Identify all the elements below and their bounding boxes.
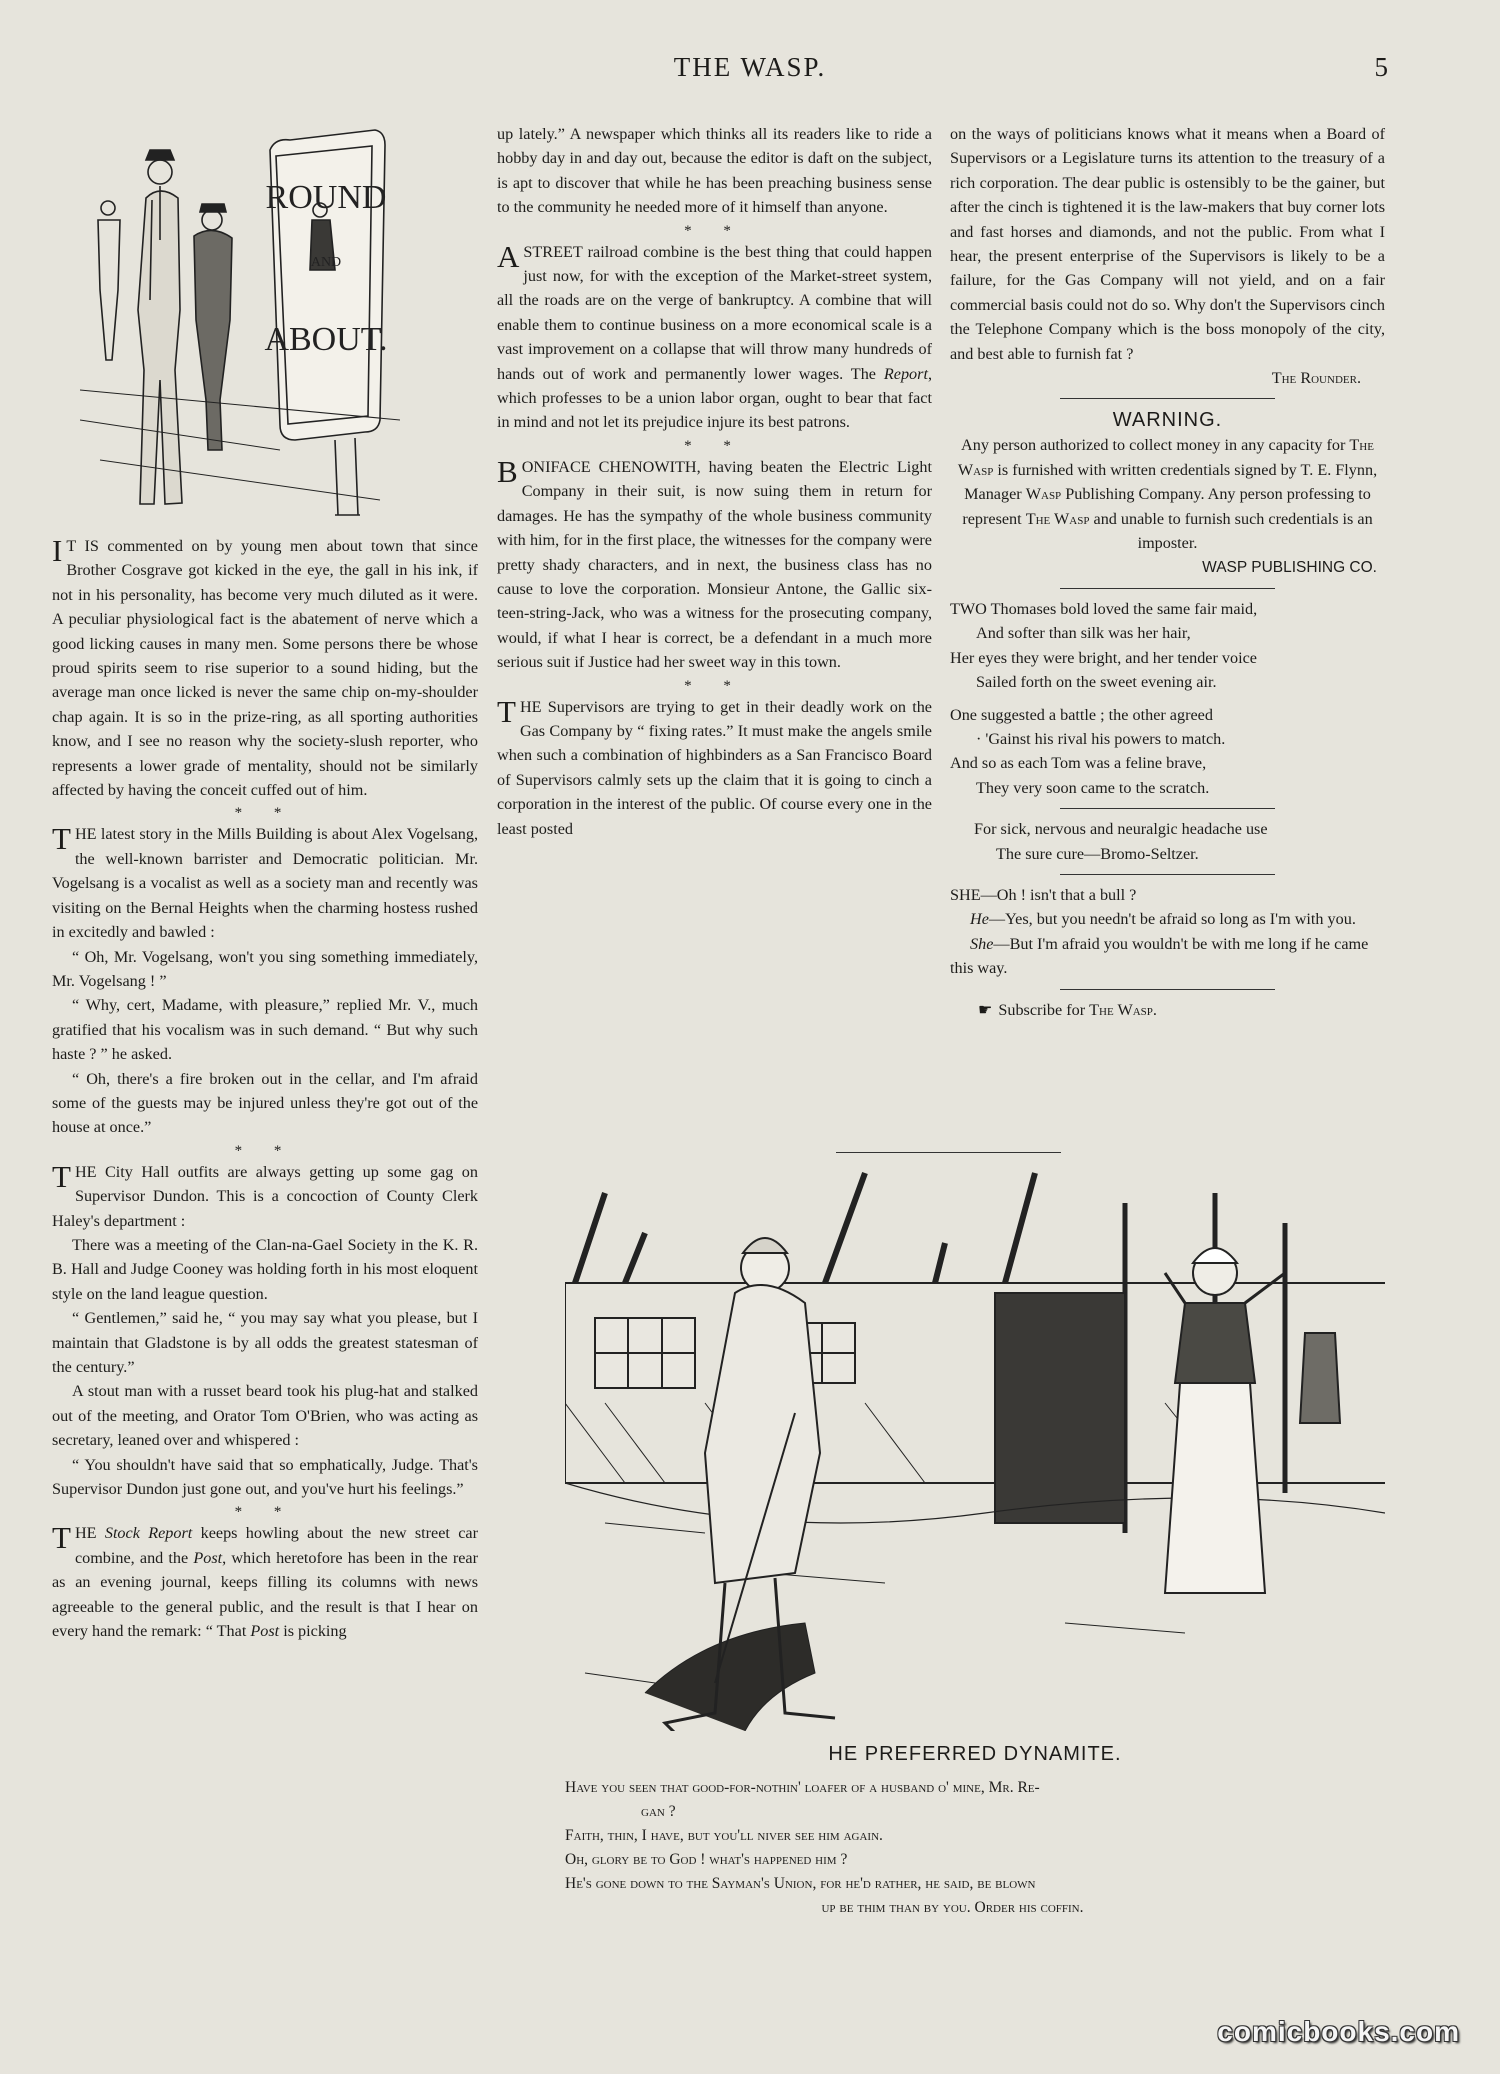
signature: The Rounder.	[1271, 369, 1361, 388]
column-1	[52, 534, 478, 1643]
page-number: 5	[1374, 52, 1388, 82]
section-stars: * *	[684, 677, 745, 694]
caption-line: gan ?	[641, 1803, 676, 1820]
caption-line: Have you seen that good-for-nothin' loafer of a husband o' mine, Mr. Re-	[565, 1779, 1040, 1796]
cartoon-caption	[565, 1776, 1340, 1920]
verse-line: One suggested a battle ; the other agreed	[950, 705, 1213, 724]
verse-line: And so as each Tom was a feline brave,	[950, 754, 1207, 773]
paragraph: A stout man with a russet beard took his plug-hat and stalked out of the meeting, and Orator Tom O'Brien, who was acting as secretary, leaned over and whispered :	[52, 1382, 478, 1450]
column-2	[497, 122, 932, 841]
paragraph: There was a meeting of the Clan-na-Gael Society in the K. R. B. Hall and Judge Cooney was holding forth in his most eloquent style on the land league question.	[52, 1235, 478, 1303]
drop-cap: I	[52, 533, 63, 568]
paragraph: “ Gentlemen,” said he, “ you may say what you please, but I maintain that Gladstone is by all odds the greatest statesman of the century.”	[52, 1309, 478, 1376]
paragraph: up lately.” A newspaper which thinks all its readers like to ride a hobby day in and day out, because the editor is daft on the subject, is apt to discover that while he has been preaching business sense to the community he needed more of it himself than anyone.	[497, 125, 932, 217]
paragraph: “ Oh, Mr. Vogelsang, won't you sing something immediately, Mr. Vogelsang ! ”	[52, 947, 478, 990]
article-vogelsang: THE latest story in the Mills Building is about Alex Vogelsang, the well-known barrister and Democratic politician. Mr. Vogelsang is a vocalist as well as a society man and recently was visiting on the Bernal Heights when the charming hostess rushed in excitedly and bawled :	[52, 821, 478, 942]
sign-round-text: ROUND	[265, 179, 387, 216]
drop-cap: T	[52, 821, 71, 857]
verse-line: They very soon came to the scratch.	[976, 778, 1210, 797]
verse-two-thomases	[950, 597, 1385, 800]
caption-line: He's gone down to the Sayman's Union, for he'd rather, he said, be blown	[565, 1875, 1036, 1892]
bromo-seltzer-ad: For sick, nervous and neuralgic headache use The sure cure—Bromo-Seltzer.	[974, 820, 1268, 863]
section-stars: * *	[684, 222, 745, 239]
paragraph: “ Oh, there's a fire broken out in the cellar, and I'm afraid some of the guests may be injured unless they're got out of the house at once.”	[52, 1069, 478, 1137]
cartoon-illustration	[565, 1153, 1385, 1731]
divider	[1060, 588, 1275, 589]
verse-line: And softer than silk was her hair,	[976, 624, 1191, 643]
section-stars: * *	[234, 1142, 296, 1159]
divider	[1060, 398, 1275, 399]
verse-line: Her eyes they were bright, and her tender voice	[950, 648, 1257, 667]
pointing-hand-icon: ☛	[978, 1001, 993, 1019]
section-stars: * *	[234, 1504, 296, 1521]
paragraph: “ Why, cert, Madame, with pleasure,” replied Mr. V., much gratified that his vocalism was in such demand. “ But why such haste ? ” he asked.	[52, 996, 478, 1064]
drop-cap: B	[497, 453, 518, 489]
watermark: comicbooks.com	[1217, 2016, 1460, 2047]
section-stars: * *	[234, 805, 296, 822]
caption-line: Faith, thin, I have, but you'll niver see him again.	[565, 1827, 883, 1844]
verse-line: Sailed forth on the sweet evening air.	[976, 673, 1217, 692]
drop-cap: T	[52, 1520, 71, 1556]
publisher-name: WASP PUBLISHING CO.	[1202, 558, 1377, 576]
section-stars: * *	[684, 437, 745, 454]
divider	[1060, 874, 1275, 875]
paragraph: “ You shouldn't have said that so emphatically, Judge. That's Supervisor Dundon just gone out, and you've hurt his feelings.”	[52, 1455, 478, 1499]
sign-about-text: ABOUT.	[264, 321, 388, 358]
warning-notice: Any person authorized to collect money in any capacity for The Wasp is furnished with written credentials signed by T. E. Flynn, Manager Wasp Publishing Company. Any person professing to represent The Wasp and unable to furnish such credentials is an imposter.	[957, 436, 1378, 553]
sign-and-text: AND	[310, 255, 342, 270]
verse-line: TWO Thomases bold loved the same fair maid,	[950, 599, 1258, 618]
verse-line: · 'Gainst his rival his powers to match.	[976, 729, 1226, 748]
cartoon-title: HE PREFERRED DYNAMITE.	[828, 1743, 1122, 1765]
caption-line: up be thim than by you. Order his coffin.	[821, 1899, 1084, 1916]
divider	[1060, 989, 1275, 990]
drop-cap: A	[497, 238, 520, 274]
divider	[1060, 808, 1275, 809]
drop-cap: T	[52, 1158, 71, 1194]
drop-cap: T	[497, 693, 516, 729]
warning-title: WARNING.	[1112, 409, 1223, 432]
article-supervisors: THE Supervisors are trying to get in their deadly work on the Gas Company by “ fixing rates.” It must make the angels smile when such a combination of highbinders as a San Francisco Board of Supervisors calmly sets up the claim that it is going to cinch a corporation in the interest of the public. Of course every one in the least posted	[497, 693, 932, 838]
article-chenowith: BONIFACE CHENOWITH, having beaten the Electric Light Company in their suit, is now suing them in return for damages. He has the sympathy of the whole business community with him, for in the first place, the witnesses for the company were pretty shady characters, and in next, the business class has no cause to love the corporation. Monsieur Antone, the Gallic six-teen-string-Jack, who was a witness for the prosecuting company, would, if what I hear is correct, be a defendant in a much more serious suit if Justice had her sweet way in this town.	[497, 453, 932, 672]
column-3	[950, 122, 1385, 1023]
article-cosgrave: I T IS commented on by young men about town that since Brother Cosgrave got kicked in the eye, the gall in his ink, if not in his personality, has become very much diluted as it were. A peculiar physiological fact is the abatement of nerve which a good licking causes in many men. Some persons there be whose proud spirits seem to rise superior to a sound hiding, but the average man once licked is never the same chip on-my-shoulder chap again. It is so in the prize-ring, as all sporting authorities know, and I see no reason why the society-slush reporter, who represents a lower grade of mentality, should not be similarly affected by having the conceit cuffed out of him.	[52, 533, 478, 800]
round-and-about-illustration	[80, 120, 400, 525]
masthead-title: THE WASP.	[673, 52, 827, 82]
paragraph: on the ways of politicians knows what it means when a Board of Supervisors or a Legislature turns its attention to the treasury of a rich corporation. The dear public is ostensibly to be the gainer, but after the cinch is tightened it is the law-makers that buy corner lots and fast horses and diamonds, and not the public. From what I hear, the present enterprise of the Supervisors is likely to be a failure, for the Gas Company will not yield, and on a fair commercial basis could not do so. Why don't the Supervisors cinch the Telephone Company which is the boss monopoly of the city, and best able to furnish fat ?	[950, 125, 1385, 363]
subscribe-notice: ☛ Subscribe for The Wasp.	[978, 1000, 1157, 1019]
article-dundon: THE City Hall outfits are always getting up some gag on Supervisor Dundon. This is a concoction of County Clerk Haley's department :	[52, 1158, 478, 1230]
caption-line: Oh, glory be to God ! what's happened him ?	[565, 1851, 848, 1868]
article-street-railroad: A STREET railroad combine is the best thing that could happen just now, for with the exception of the Market-street system, all the roads are on the verge of bankruptcy. A combine that will enable them to continue business on a more economical scale is a vast improvement on a collapse that will throw many hundreds of hands out of work and permanently lower wages. The Report, which professes to be a union labor organ, ought to bear that fact in mind and not let its prejudice injure its best patrons.	[497, 238, 932, 432]
bull-joke: SHE—Oh ! isn't that a bull ? He—Yes, but you needn't be afraid so long as I'm with you. She—But I'm afraid you wouldn't be with me long if he came this way.	[950, 885, 1369, 978]
article-stock-report: THE Stock Report keeps howling about the new street car combine, and the Post, which heretofore has been in the rear as an evening journal, keeps filling its columns with news agreeable to the general public, and the result is that I hear on every hand the remark: “ That Post is picking	[52, 1520, 479, 1641]
